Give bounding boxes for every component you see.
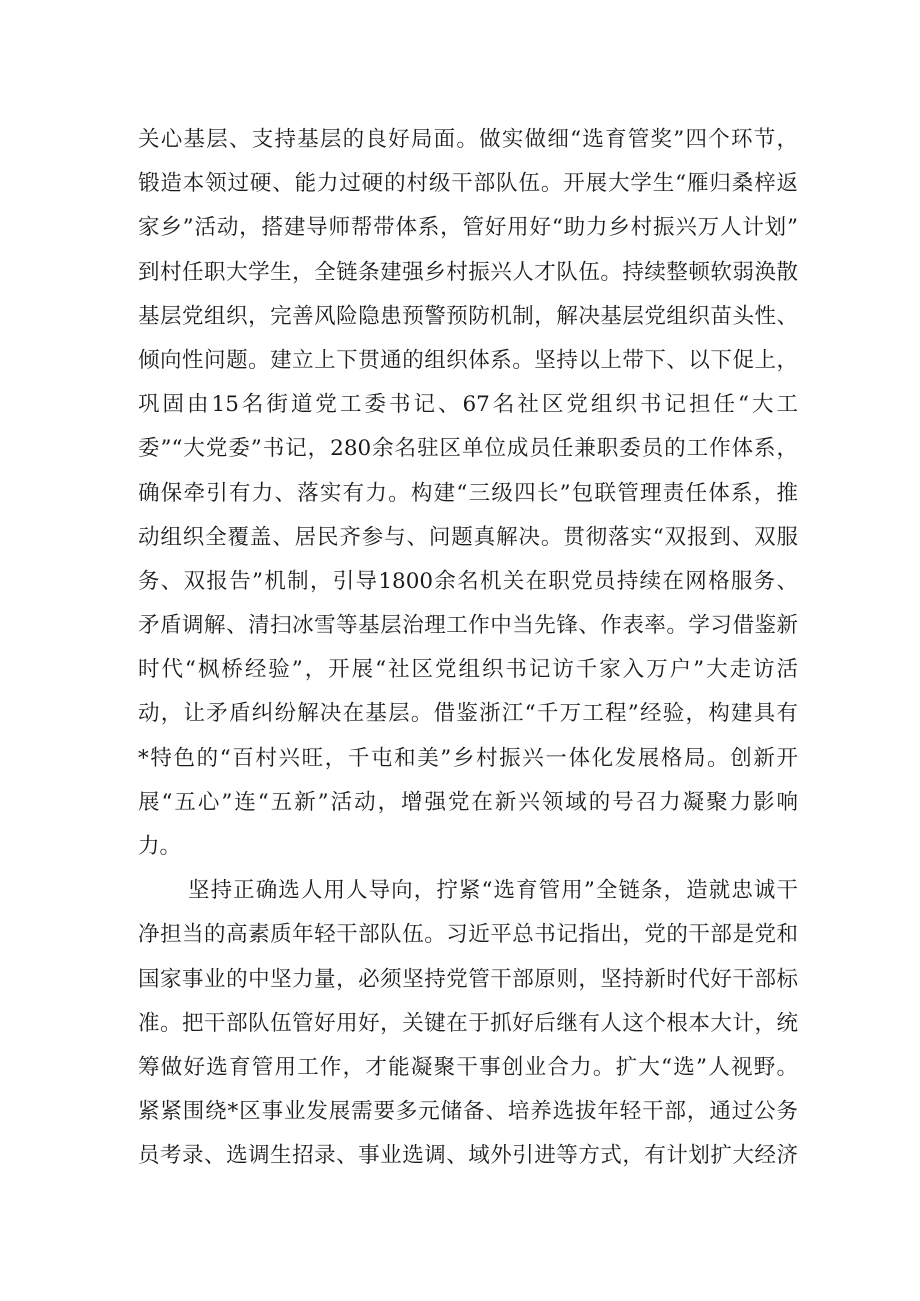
text-line: 确保牵引有力、落实有力。构建“三级四长”包联管理责任体系，推	[138, 480, 798, 506]
text-line: 时代“枫桥经验”，开展“社区党组织书记访千家入万户”大走访活	[138, 657, 798, 683]
text-line: 委”“大党委”书记，280余名驻区单位成员任兼职委员的工作体系，	[138, 436, 798, 462]
text-line: 国家事业的中坚力量，必须坚持党管干部原则，坚持新时代好干部标	[138, 966, 798, 992]
paragraph-2	[138, 869, 798, 1178]
text-line: 到村任职大学生，全链条建强乡村振兴人才队伍。持续整顿软弱涣散	[138, 259, 798, 285]
text-line: 倾向性问题。建立上下贯通的组织体系。坚持以上带下、以下促上，	[138, 347, 798, 373]
text-line: 力。	[138, 834, 182, 859]
paragraph-1	[138, 118, 798, 869]
document-body	[138, 118, 798, 1179]
text-line: 动，让矛盾纠纷解决在基层。借鉴浙江“千万工程”经验，构建具有	[138, 701, 798, 727]
text-line: 动组织全覆盖、居民齐参与、问题真解决。贯彻落实“双报到、双服	[138, 524, 798, 550]
text-line: 坚持正确选人用人导向，拧紧“选育管用”全链条，造就忠诚干	[188, 878, 798, 904]
text-line: 关心基层、支持基层的良好局面。做实做细“选育管奖”四个环节，	[138, 127, 798, 152]
text-line: 筹做好选育管用工作，才能凝聚干事创业合力。扩大“选”人视野。	[138, 1054, 798, 1080]
text-line: 巩固由15名街道党工委书记、67名社区党组织书记担任“大工	[138, 392, 798, 418]
text-line: 准。把干部队伍管好用好，关键在于抓好后继有人这个根本大计，统	[138, 1010, 798, 1036]
text-line: 务、双报告”机制，引导1800余名机关在职党员持续在网格服务、	[138, 568, 798, 594]
text-line: 净担当的高素质年轻干部队伍。习近平总书记指出，党的干部是党和	[138, 922, 798, 948]
text-line: 基层党组织，完善风险隐患预警预防机制，解决基层党组织苗头性、	[138, 303, 798, 329]
text-line: 锻造本领过硬、能力过硬的村级干部队伍。开展大学生“雁归桑梓返	[138, 171, 798, 197]
text-line: 家乡”活动，搭建导师帮带体系，管好用好“助力乡村振兴万人计划”	[138, 215, 798, 241]
text-line: *特色的“百村兴旺，千屯和美”乡村振兴一体化发展格局。创新开	[138, 745, 798, 771]
text-line: 矛盾调解、清扫冰雪等基层治理工作中当先锋、作表率。学习借鉴新	[138, 613, 798, 639]
text-line: 紧紧围绕*区事业发展需要多元储备、培养选拔年轻干部，通过公务	[138, 1099, 798, 1125]
text-line: 员考录、选调生招录、事业选调、域外引进等方式，有计划扩大经济	[138, 1143, 798, 1169]
text-line: 展“五心”连“五新”活动，增强党在新兴领域的号召力凝聚力影响	[138, 789, 798, 815]
